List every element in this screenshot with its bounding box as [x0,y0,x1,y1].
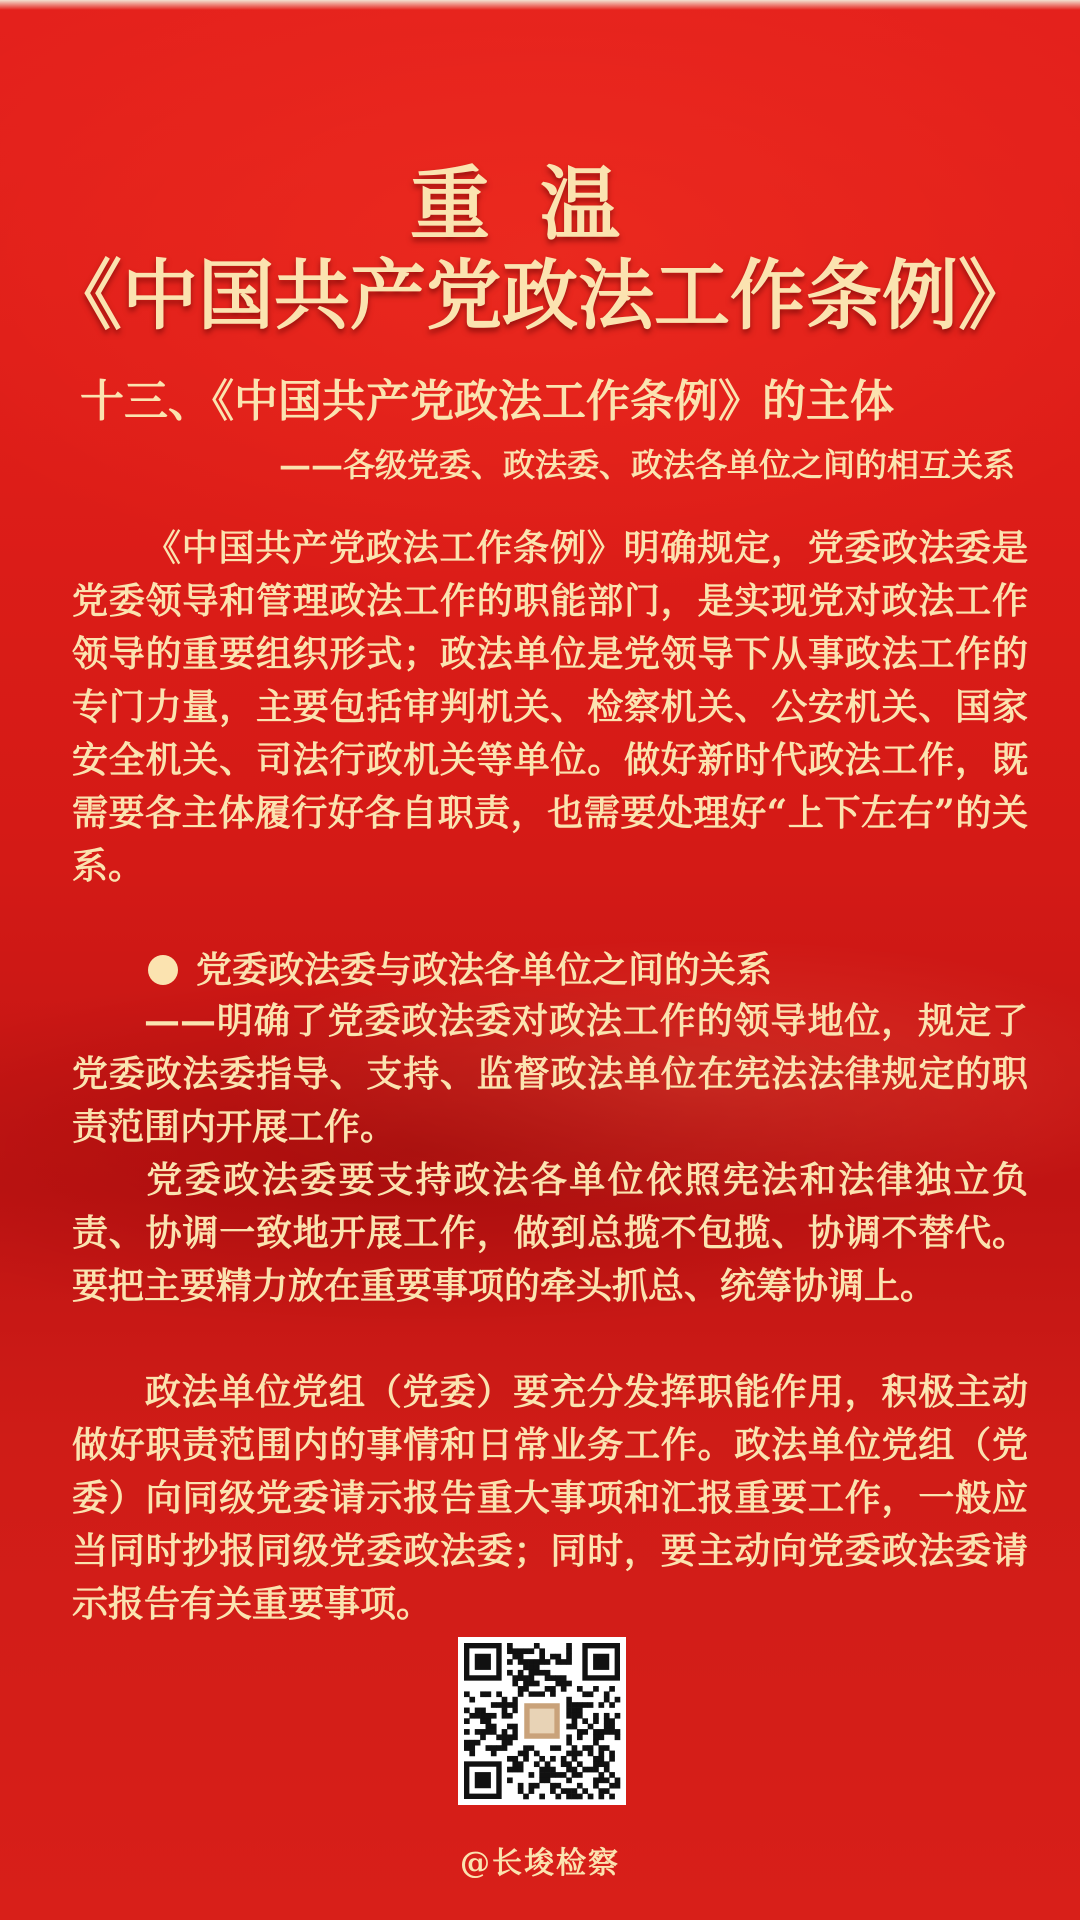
bullet-paragraph-2 [72,1366,1028,1631]
bullet-heading-text: 党委政法委与政法各单位之间的关系 [196,949,773,991]
bullet-lead-text: ——明确了党委政法委对政法工作的领导地位，规定了党委政法委指导、支持、监督政法单位在宪法法律规定的职责范围内开展工作。 [72,1000,1028,1148]
bullet-paragraph-2-text: 政法单位党组（党委）要充分发挥职能作用，积极主动做好职责范围内的事情和日常业务工作。政法单位党组（党委）向同级党委请示报告重大事项和汇报重要工作，一般应当同时抄报同级党委政法委；同时，要主动向党委政法委请示报告有关重要事项。 [72,1371,1028,1625]
intro-paragraph [72,522,1028,893]
bullet-heading [148,942,772,993]
bullet-paragraph-1 [72,1154,1028,1313]
title-line-1: 重温 [410,157,670,251]
bullet-paragraph-1-text: 党委政法委要支持政法各单位依照宪法和法律独立负责、协调一致地开展工作，做到总揽不包揽、协调不替代。要把主要精力放在重要事项的牵头抓总、统筹协调上。 [72,1159,1028,1307]
qr-code[interactable] [458,1637,626,1805]
top-edge-decoration [0,0,1080,10]
footer-account: @长埈检察 [460,1846,620,1881]
bullet-dot-icon [148,955,178,985]
bullet-lead-paragraph [72,995,1028,1154]
section-subheading: ——各级党委、政法委、政法各单位之间的相互关系 [278,446,1015,484]
title-line-2: 《中国共产党政法工作条例》 [46,251,1034,340]
qr-code-icon [458,1637,626,1805]
intro-text: 《中国共产党政法工作条例》明确规定，党委政法委是党委领导和管理政法工作的职能部门，是实现党对政法工作领导的重要组织形式；政法单位是党领导下从事政法工作的专门力量，主要包括审判机关、检察机关、公安机关、国家安全机关、司法行政机关等单位。做好新时代政法工作，既需要各主体履行好各自职责，也需要处理好“上下左右”的关系。 [72,527,1028,887]
section-heading: 十三、《中国共产党政法工作条例》的主体 [80,376,894,427]
